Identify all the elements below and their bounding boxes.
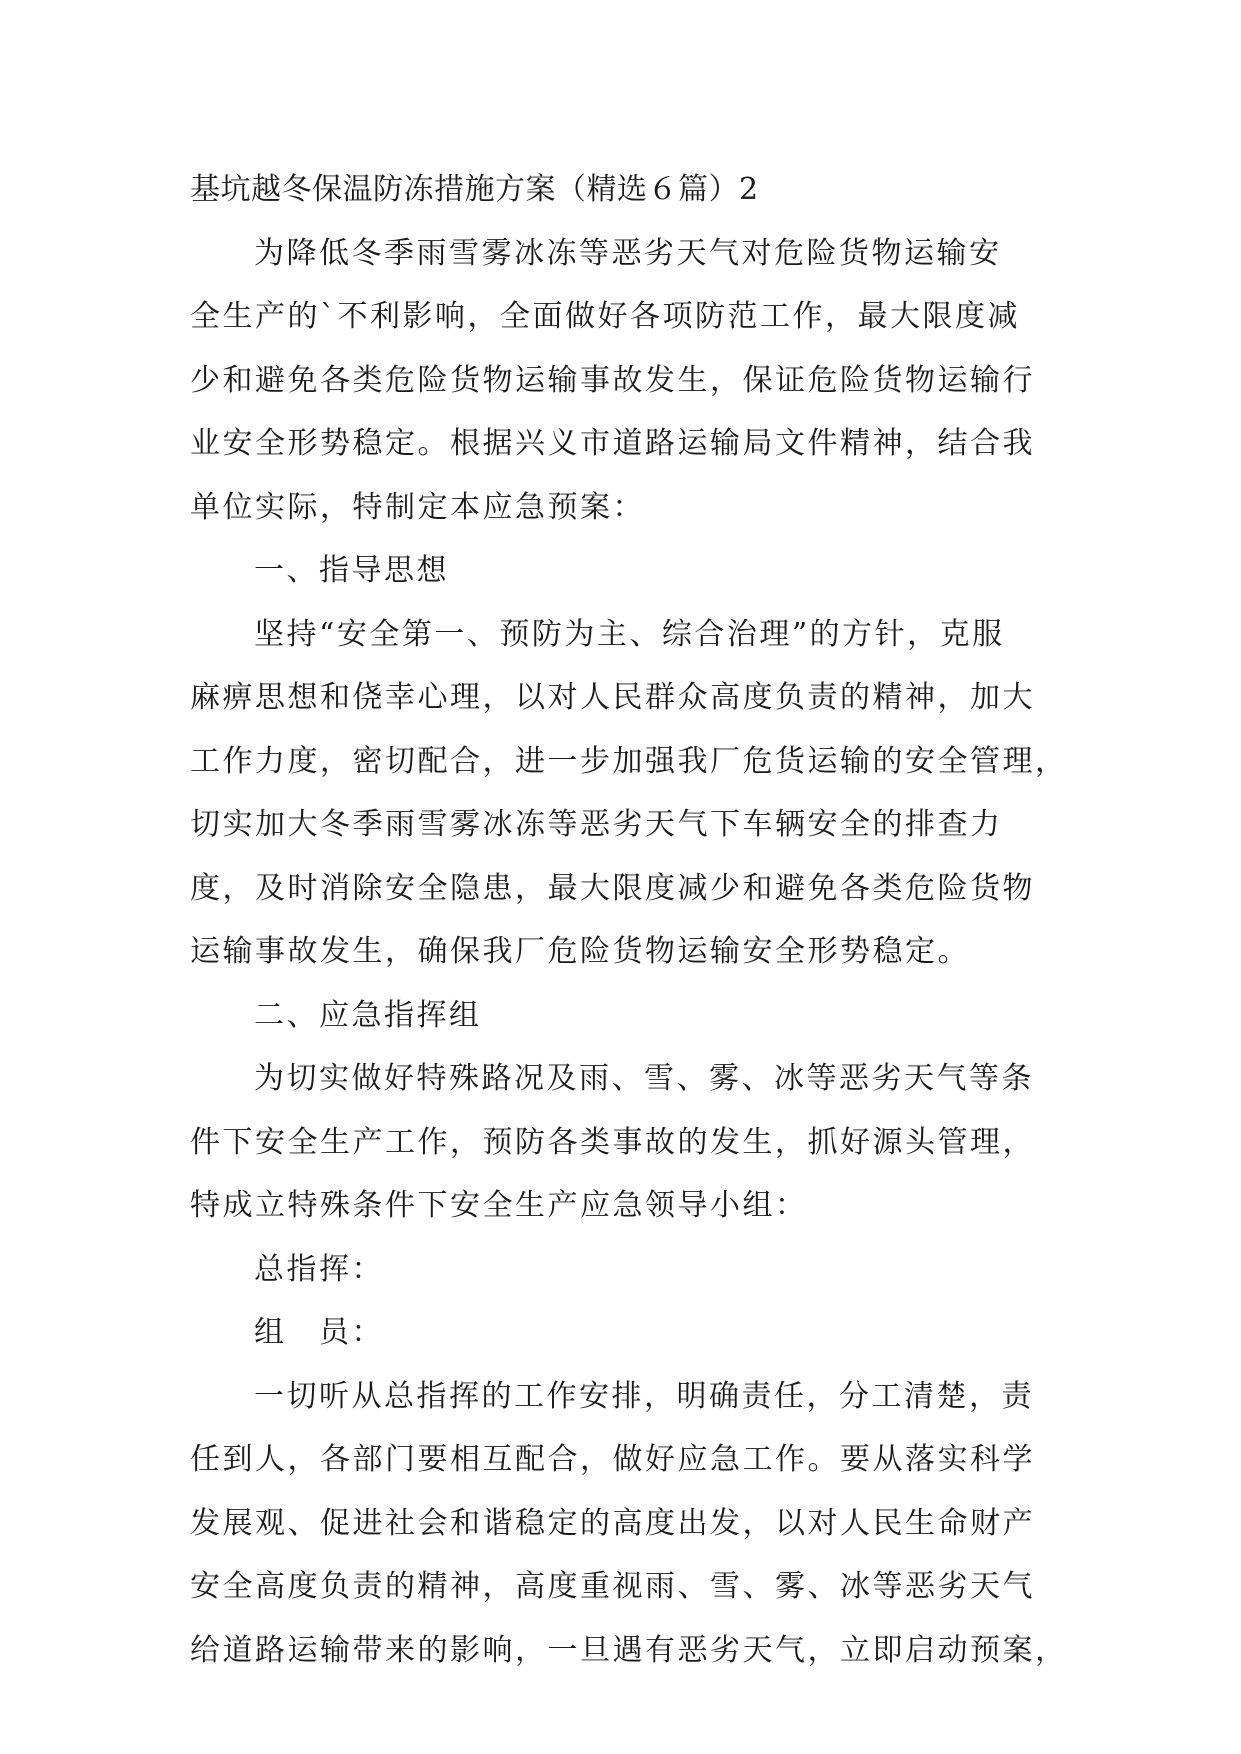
text-line: 给道路运输带来的影响，一旦遇有恶劣天气，立即启动预案， [190,1632,1068,1668]
document-body [190,158,1068,1682]
text-line: 组 员： [254,1315,384,1350]
text-line: 一切听从总指挥的工作安排，明确责任，分工清楚，责 [254,1378,1034,1414]
text-line: 切实加大冬季雨雪雾冰冻等恶劣天气下车辆安全的排查力 [190,807,1003,842]
text-line: 麻痹思想和侥幸心理，以对人民群众高度负责的精神，加大 [190,680,1035,715]
text-line: 二、应急指挥组 [254,997,482,1033]
text-line: 安全高度负责的精神，高度重视雨、雪、雾、冰等恶劣天气 [190,1569,1035,1604]
text-line: 发展观、促进社会和谐稳定的高度出发，以对人民生命财产 [190,1505,1035,1541]
text-line: 全生产的`不利影响，全面做好各项防范工作，最大限度减 [190,299,1020,334]
text-line: 运输事故发生，确保我厂危险货物运输安全形势稳定。 [190,934,970,969]
text-line: 少和避免各类危险货物运输事故发生，保证危险货物运输行 [190,362,1035,398]
text-line: 坚持“安全第一、预防为主、综合治理”的方针，克服 [254,616,1005,652]
paragraph-lines [190,222,1068,1683]
text-line: 为切实做好特殊路况及雨、雪、雾、冰等恶劣天气等条 [254,1061,1034,1096]
text-line: 度，及时消除安全隐患，最大限度减少和避免各类危险货物 [190,870,1035,906]
text-line: 业安全形势稳定。根据兴义市道路运输局文件精神，结合我 [190,426,1035,461]
text-line: 工作力度，密切配合，进一步加强我厂危货运输的安全管理， [190,743,1068,779]
text-line: 特成立特殊条件下安全生产应急领导小组： [190,1188,808,1223]
text-line: 任到人，各部门要相互配合，做好应急工作。要从落实科学 [190,1442,1035,1477]
text-line: 总指挥： [254,1251,384,1287]
document-title: 基坑越冬保温防冻措施方案（精选６篇）2 [190,172,759,207]
text-line: 一、指导思想 [254,553,449,588]
text-line: 件下安全生产工作，预防各类事故的发生，抓好源头管理， [190,1124,1035,1160]
text-line: 单位实际，特制定本应急预案： [190,489,645,525]
text-line: 为降低冬季雨雪雾冰冻等恶劣天气对危险货物运输安 [254,235,1002,271]
